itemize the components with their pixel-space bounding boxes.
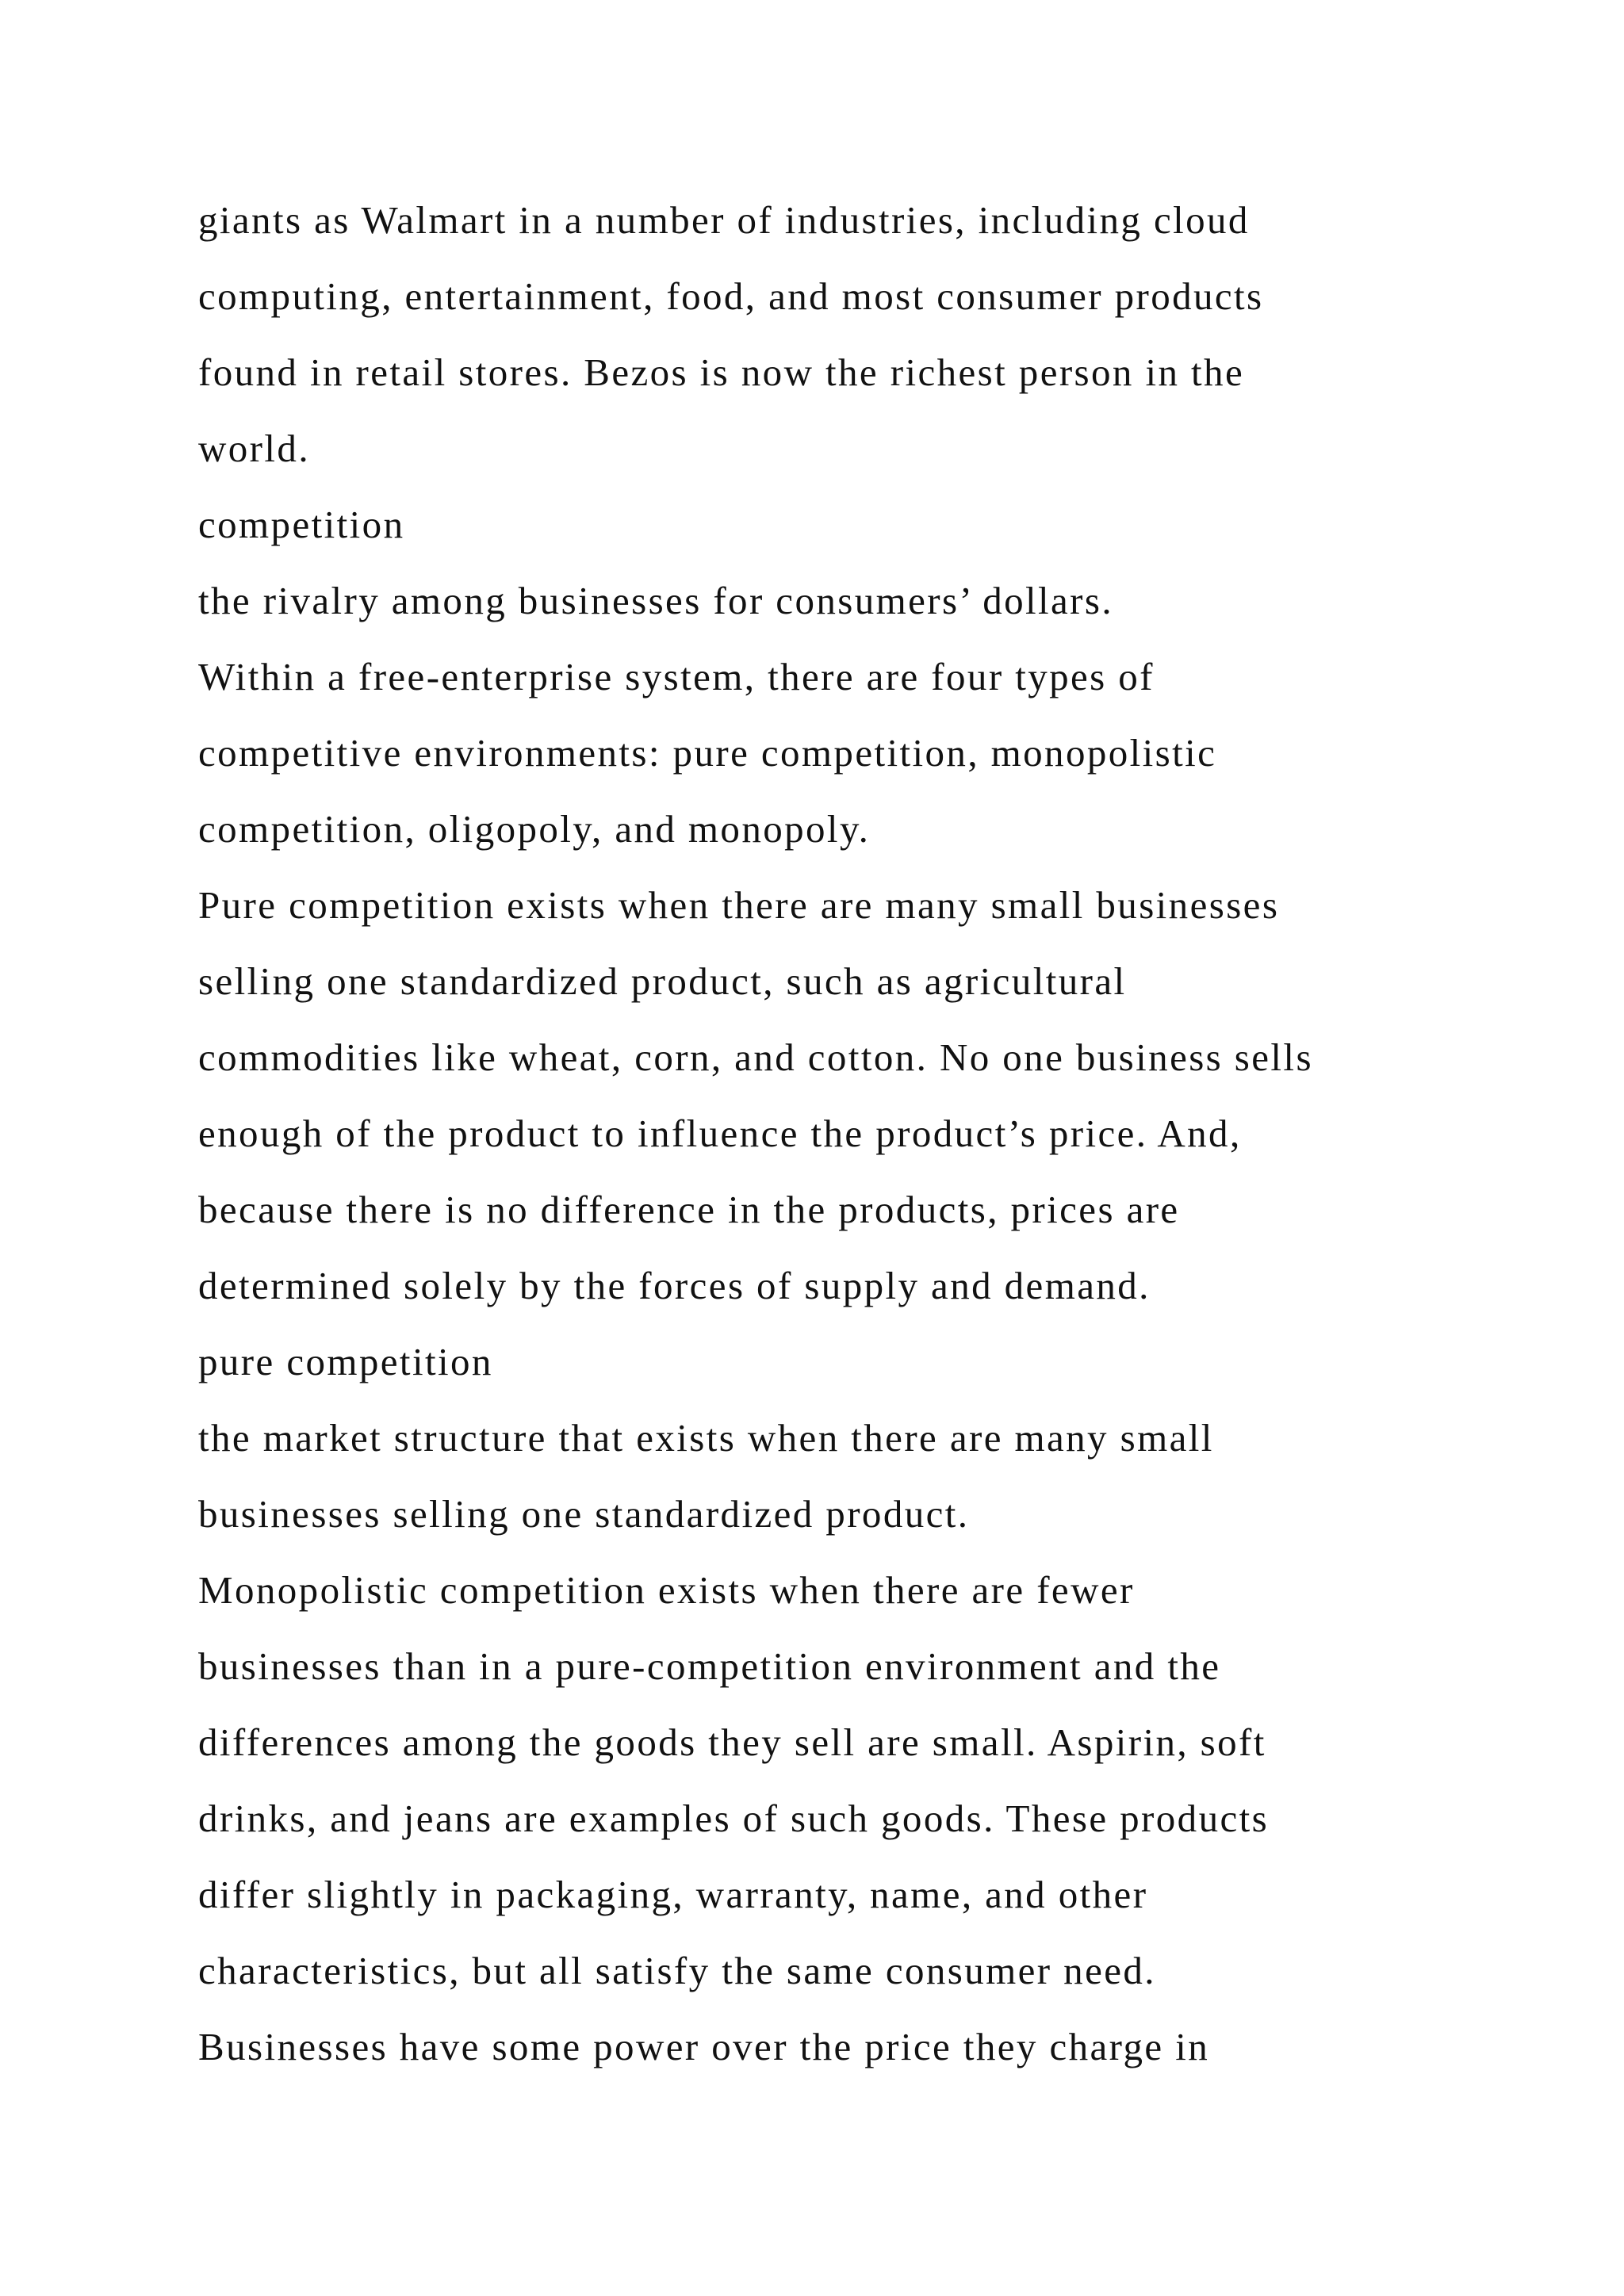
text-line: competition, oligopoly, and monopoly. bbox=[198, 807, 871, 851]
text-line: because there is no difference in the products, prices are bbox=[198, 1188, 1180, 1231]
glossary-term-competition: competition bbox=[198, 503, 405, 546]
text-line: differences among the goods they sell are small. Aspirin, soft bbox=[198, 1720, 1266, 1764]
text-line: computing, entertainment, food, and most consumer products bbox=[198, 274, 1264, 318]
text-line: Pure competition exists when there are many small businesses bbox=[198, 883, 1280, 927]
text-line: characteristics, but all satisfy the same consumer need. bbox=[198, 1949, 1156, 1992]
text-line: differ slightly in packaging, warranty, name, and other bbox=[198, 1873, 1148, 1916]
text-line: giants as Walmart in a number of industries, including cloud bbox=[198, 198, 1250, 242]
text-line: commodities like wheat, corn, and cotton. No one business sells bbox=[198, 1035, 1313, 1079]
text-line: world. bbox=[198, 427, 310, 470]
text-line: competitive environments: pure competition, monopolistic bbox=[198, 731, 1217, 775]
glossary-definition-pure-competition: the market structure that exists when there are many small bbox=[198, 1416, 1214, 1460]
text-line: Businesses have some power over the price they charge in bbox=[198, 2025, 1210, 2068]
text-line: determined solely by the forces of supply and demand. bbox=[198, 1264, 1151, 1307]
glossary-definition-pure-competition: businesses selling one standardized product. bbox=[198, 1492, 970, 1536]
text-line: Monopolistic competition exists when there are fewer bbox=[198, 1568, 1135, 1612]
glossary-term-pure-competition: pure competition bbox=[198, 1340, 493, 1383]
document-body bbox=[198, 182, 1483, 2085]
text-line: found in retail stores. Bezos is now the richest person in the bbox=[198, 350, 1245, 394]
text-line: selling one standardized product, such as agricultural bbox=[198, 959, 1127, 1003]
glossary-definition-competition: the rivalry among businesses for consumers’ dollars. bbox=[198, 579, 1114, 622]
text-line: businesses than in a pure-competition environment and the bbox=[198, 1644, 1221, 1688]
text-line: Within a free-enterprise system, there are four types of bbox=[198, 655, 1155, 698]
text-line: enough of the product to influence the product’s price. And, bbox=[198, 1112, 1242, 1155]
text-line: drinks, and jeans are examples of such goods. These products bbox=[198, 1797, 1270, 1840]
